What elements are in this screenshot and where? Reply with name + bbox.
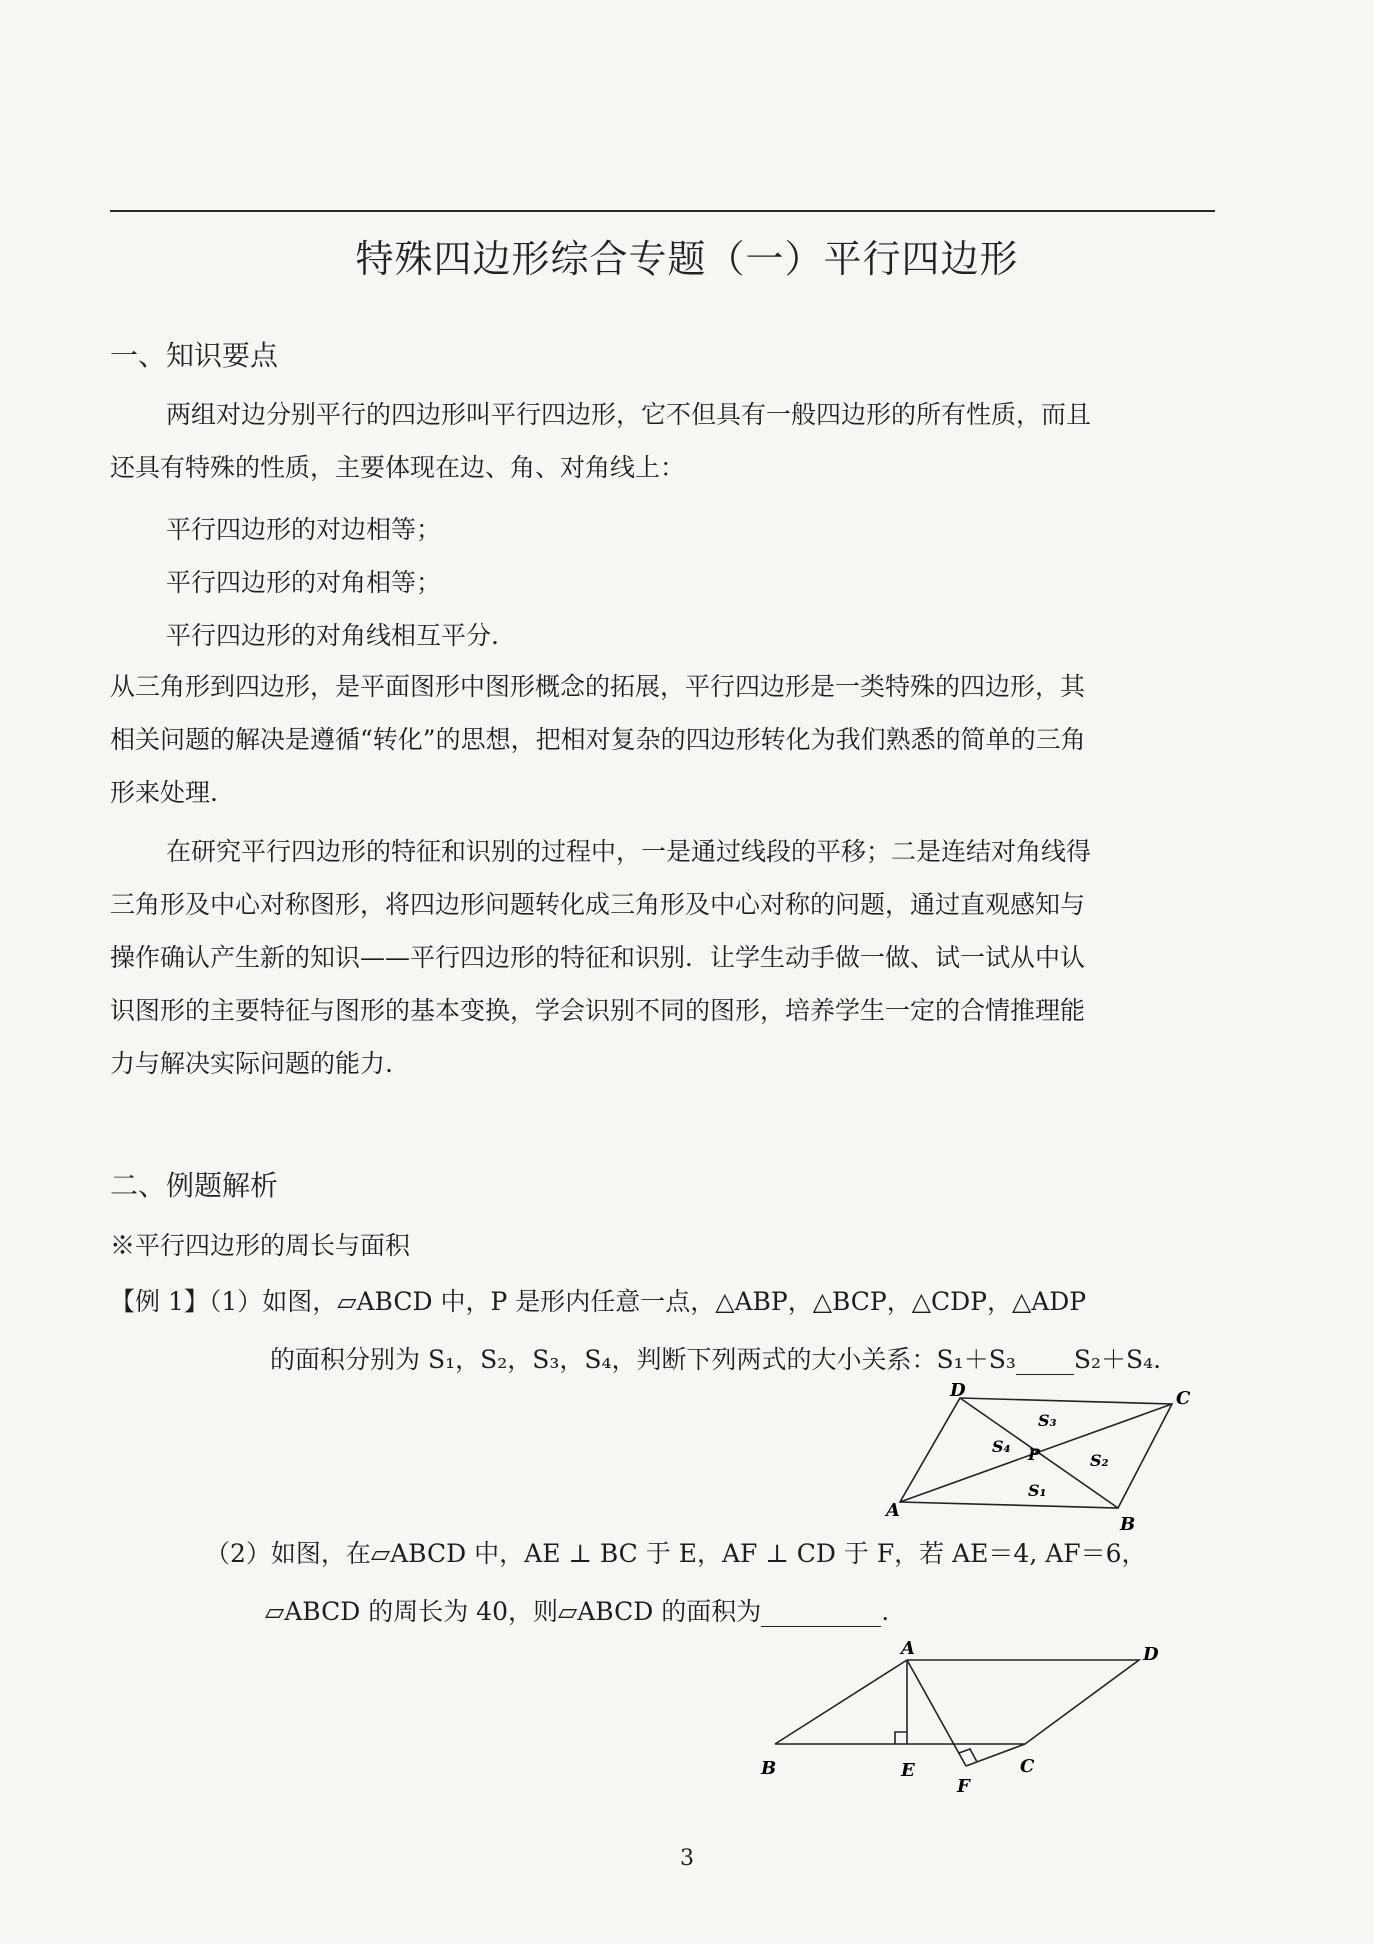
example1-part2-line2 <box>265 1592 889 1628</box>
section1-intro <box>110 388 1216 494</box>
vertex-label-b: B <box>1120 1514 1136 1530</box>
parallelogram-abcd <box>775 1660 1139 1744</box>
text-line: 两组对边分别平行的四边形叫平行四边形，它不但具有一般四边形的所有性质，而且 <box>166 400 1092 429</box>
point-label-f: F <box>957 1776 970 1797</box>
text-line: 识图形的主要特征与图形的基本变换，学会识别不同的图形，培养学生一定的合情推理能 <box>110 996 1086 1025</box>
text-line: 形来处理. <box>110 778 218 807</box>
right-angle-f <box>959 1749 977 1762</box>
text-line: 在研究平行四边形的特征和识别的过程中，一是通过线段的平移；二是连结对角线得 <box>166 837 1092 866</box>
property-item: 平行四边形的对角线相互平分. <box>166 621 499 650</box>
answer-blank-1[interactable] <box>1016 1345 1074 1375</box>
example1-part2-line1: （2）如图，在▱ABCD 中，AE ⊥ BC 于 E，AF ⊥ CD 于 F，若 AE＝4, AF＝6， <box>205 1539 1147 1568</box>
text-line: 相关问题的解决是遵循“转化”的思想，把相对复杂的四边形转化为我们熟悉的简单的三角 <box>110 725 1086 754</box>
example1-part1-text: （1）如图，▱ABCD 中，P 是形内任意一点，△ABP，△BCP，△CDP，△ADP <box>208 1287 1087 1316</box>
section1-para3 <box>110 825 1216 1090</box>
vertex-label-c: C <box>1176 1388 1191 1409</box>
topic-label: ※平行四边形的周长与面积 <box>110 1231 411 1260</box>
area-label-s2: S₂ <box>1090 1451 1109 1470</box>
example-label: 【例 1】 <box>110 1287 209 1316</box>
page-number: 3 <box>680 1846 694 1871</box>
section1-heading: 一、知识要点 <box>110 339 279 372</box>
figure-parallelogram-heights <box>745 1640 1185 1800</box>
area-label-s3: S₃ <box>1038 1411 1057 1430</box>
example1-part2-question: ▱ABCD 的周长为 40，则▱ABCD 的面积为 <box>265 1597 762 1626</box>
example1-line2 <box>270 1340 1161 1376</box>
vertex-label-d: D <box>950 1380 966 1401</box>
vertex-label-a: A <box>886 1500 900 1521</box>
extension-cf <box>966 1744 1025 1766</box>
area-label-s4: S₄ <box>992 1437 1011 1456</box>
example1-part1-question: 的面积分别为 S₁，S₂，S₃，S₄，判断下列两式的大小关系：S₁＋S₃ <box>270 1345 1016 1374</box>
vertex-label-c: C <box>1020 1756 1035 1777</box>
property-item: 平行四边形的对角相等； <box>166 568 442 597</box>
text-line: 力与解决实际问题的能力. <box>110 1049 393 1078</box>
vertex-label-a: A <box>901 1640 915 1659</box>
vertex-label-d: D <box>1143 1644 1159 1665</box>
answer-blank-2[interactable] <box>761 1597 881 1627</box>
text-line: 还具有特殊的性质，主要体现在边、角、对角线上： <box>110 453 686 482</box>
vertex-label-b: B <box>761 1758 777 1779</box>
text-line: 操作确认产生新的知识——平行四边形的特征和识别．让学生动手做一做、试一试从中认 <box>110 943 1086 972</box>
example1-part1-tail: S₂＋S₄. <box>1073 1345 1162 1374</box>
height-af <box>907 1660 966 1766</box>
text-line: 三角形及中心对称图形，将四边形问题转化成三角形及中心对称的问题，通过直观感知与 <box>110 890 1086 919</box>
figure-parallelogram-point-p <box>880 1380 1210 1530</box>
text-line: 从三角形到四边形，是平面图形中图形概念的拓展，平行四边形是一类特殊的四边形，其 <box>110 672 1086 701</box>
section1-para2 <box>110 660 1216 819</box>
page-title: 特殊四边形综合专题（一）平行四边形 <box>355 237 1019 281</box>
point-label-p: P <box>1028 1445 1041 1464</box>
example1-part2-tail: . <box>881 1597 890 1626</box>
top-rule <box>110 210 1215 212</box>
point-label-e: E <box>901 1760 915 1781</box>
section2-heading: 二、例题解析 <box>110 1169 279 1202</box>
area-label-s1: S₁ <box>1028 1481 1047 1500</box>
example1-line1 <box>110 1282 1086 1318</box>
right-angle-e <box>895 1732 907 1744</box>
property-item: 平行四边形的对边相等； <box>166 515 442 544</box>
